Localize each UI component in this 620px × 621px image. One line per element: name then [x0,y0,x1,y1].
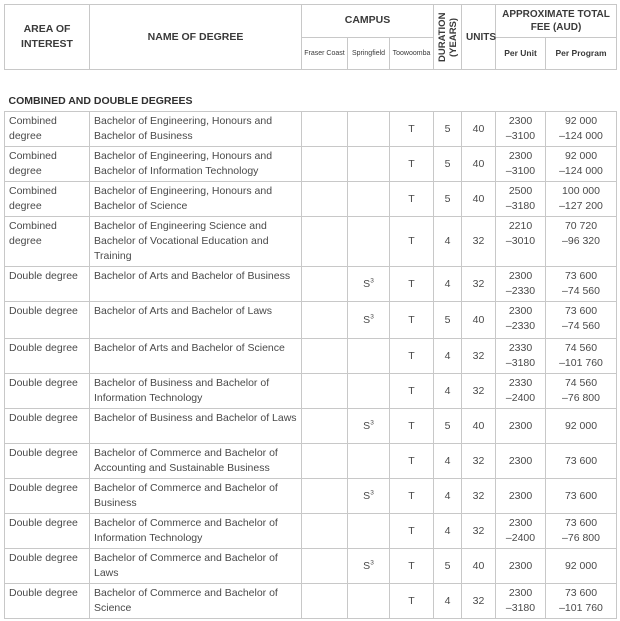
campus-fraser-coast-cell [302,217,348,267]
units-cell: 32 [462,444,496,479]
fee-per-program-cell: 73 600 –74 560 [546,267,617,302]
area-of-interest-cell: Double degree [5,584,90,619]
campus-springfield-footnote: 3 [370,313,374,320]
degree-name-cell: Bachelor of Engineering, Honours and Bachelor of Business [90,112,302,147]
table-row [5,584,617,619]
fee-per-unit-cell: 2500 –3180 [496,182,546,217]
fee-per-program-cell: 74 560 –76 800 [546,374,617,409]
table-row [5,267,617,302]
units-cell: 32 [462,374,496,409]
campus-springfield-cell [348,182,390,217]
table-row [5,514,617,549]
table-row [5,409,617,444]
area-of-interest-cell: Combined degree [5,112,90,147]
campus-springfield-cell [348,444,390,479]
campus-springfield-cell [348,147,390,182]
header-campus: CAMPUS [302,5,434,38]
campus-springfield-footnote: 3 [370,419,374,426]
campus-toowoomba-cell: T [390,217,434,267]
area-of-interest-cell: Double degree [5,549,90,584]
table-row [5,217,617,267]
area-of-interest-cell: Combined degree [5,147,90,182]
campus-springfield-cell [348,409,390,444]
fee-per-unit-cell: 2330 –3180 [496,339,546,374]
units-cell: 32 [462,217,496,267]
campus-springfield-cell [348,549,390,584]
campus-springfield-footnote: 3 [370,277,374,284]
section-title: COMBINED AND DOUBLE DEGREES [5,92,617,112]
duration-cell: 4 [434,339,462,374]
units-cell: 40 [462,302,496,339]
degree-name-cell: Bachelor of Commerce and Bachelor of Laws [90,549,302,584]
fee-per-unit-cell: 2300 –2330 [496,267,546,302]
campus-toowoomba-cell: T [390,112,434,147]
area-of-interest-cell: Double degree [5,374,90,409]
degree-name-cell: Bachelor of Commerce and Bachelor of Accounting and Sustainable Business [90,444,302,479]
campus-toowoomba-cell: T [390,514,434,549]
fee-per-unit-cell: 2300 [496,444,546,479]
fee-per-unit-cell: 2300 –2400 [496,514,546,549]
campus-fraser-coast-cell [302,267,348,302]
units-cell: 32 [462,479,496,514]
header-units: UNITS [462,5,496,70]
campus-springfield-code: S [363,419,371,432]
units-cell: 32 [462,267,496,302]
fee-per-unit-cell: 2300 –2330 [496,302,546,339]
duration-cell: 5 [434,549,462,584]
degree-name-cell: Bachelor of Business and Bachelor of Laws [90,409,302,444]
duration-cell: 4 [434,479,462,514]
campus-springfield-cell [348,339,390,374]
campus-fraser-coast-cell [302,112,348,147]
degree-name-cell: Bachelor of Engineering, Honours and Bachelor of Science [90,182,302,217]
degree-name-cell: Bachelor of Business and Bachelor of Information Technology [90,374,302,409]
campus-springfield-footnote: 3 [370,559,374,566]
units-cell: 40 [462,182,496,217]
area-of-interest-cell: Combined degree [5,182,90,217]
area-of-interest-cell: Double degree [5,409,90,444]
campus-toowoomba-cell: T [390,444,434,479]
units-cell: 40 [462,147,496,182]
units-cell: 40 [462,409,496,444]
campus-springfield-code: S [363,559,371,572]
campus-toowoomba-cell: T [390,549,434,584]
duration-cell: 4 [434,514,462,549]
campus-fraser-coast-cell [302,302,348,339]
units-cell: 32 [462,339,496,374]
table-row [5,302,617,339]
fee-per-unit-cell: 2300 –3180 [496,584,546,619]
area-of-interest-cell: Double degree [5,339,90,374]
fee-per-program-cell: 92 000 [546,409,617,444]
campus-springfield-code: S [363,313,371,326]
header-campus-springfield: Springfield [348,37,390,70]
header-fee-per-program: Per Program [546,37,617,70]
table-row [5,182,617,217]
area-of-interest-cell: Double degree [5,302,90,339]
units-cell: 40 [462,549,496,584]
campus-toowoomba-cell: T [390,267,434,302]
fee-per-unit-cell: 2300 [496,409,546,444]
campus-fraser-coast-cell [302,182,348,217]
degree-name-cell: Bachelor of Arts and Bachelor of Science [90,339,302,374]
header-approximate-total-fee: APPROXIMATE TOTAL FEE (AUD) [496,5,617,38]
table-header [5,5,617,70]
campus-springfield-footnote: 3 [370,489,374,496]
degree-fees-table [4,4,617,619]
fee-per-unit-cell: 2300 [496,479,546,514]
table-row [5,479,617,514]
campus-springfield-cell [348,302,390,339]
duration-cell: 5 [434,182,462,217]
degree-name-cell: Bachelor of Engineering Science and Bachelor of Vocational Education and Training [90,217,302,267]
header-duration: DURATION (YEARS) [434,5,462,70]
header-area-of-interest: AREA OF INTEREST [5,5,90,70]
degree-name-cell: Bachelor of Commerce and Bachelor of Business [90,479,302,514]
table-row [5,549,617,584]
table-row [5,339,617,374]
fee-per-unit-cell: 2210 –3010 [496,217,546,267]
table-row [5,374,617,409]
campus-toowoomba-cell: T [390,182,434,217]
campus-toowoomba-cell: T [390,374,434,409]
campus-springfield-cell [348,584,390,619]
area-of-interest-cell: Double degree [5,267,90,302]
fee-per-program-cell: 73 600 –76 800 [546,514,617,549]
campus-toowoomba-cell: T [390,339,434,374]
campus-toowoomba-cell: T [390,409,434,444]
campus-fraser-coast-cell [302,147,348,182]
fee-per-program-cell: 92 000 [546,549,617,584]
fee-per-unit-cell: 2300 [496,549,546,584]
campus-toowoomba-cell: T [390,479,434,514]
campus-springfield-cell [348,479,390,514]
duration-cell: 5 [434,302,462,339]
area-of-interest-cell: Combined degree [5,217,90,267]
campus-toowoomba-cell: T [390,302,434,339]
duration-cell: 4 [434,217,462,267]
fee-per-program-cell: 92 000 –124 000 [546,147,617,182]
header-campus-toowoomba: Toowoomba [390,37,434,70]
fee-per-unit-cell: 2300 –3100 [496,147,546,182]
area-of-interest-cell: Double degree [5,479,90,514]
fee-per-program-cell: 73 600 [546,444,617,479]
fee-per-program-cell: 73 600 –101 760 [546,584,617,619]
duration-cell: 5 [434,147,462,182]
duration-cell: 4 [434,584,462,619]
campus-toowoomba-cell: T [390,584,434,619]
table-row [5,147,617,182]
campus-fraser-coast-cell [302,409,348,444]
units-cell: 32 [462,514,496,549]
campus-springfield-cell [348,217,390,267]
area-of-interest-cell: Double degree [5,444,90,479]
campus-fraser-coast-cell [302,339,348,374]
fee-per-program-cell: 73 600 –74 560 [546,302,617,339]
degree-name-cell: Bachelor of Commerce and Bachelor of Information Technology [90,514,302,549]
degree-name-cell: Bachelor of Commerce and Bachelor of Science [90,584,302,619]
degree-name-cell: Bachelor of Arts and Bachelor of Laws [90,302,302,339]
duration-cell: 4 [434,267,462,302]
campus-fraser-coast-cell [302,549,348,584]
campus-fraser-coast-cell [302,374,348,409]
campus-fraser-coast-cell [302,479,348,514]
table-body [5,70,617,619]
units-cell: 40 [462,112,496,147]
fee-per-program-cell: 74 560 –101 760 [546,339,617,374]
fee-per-unit-cell: 2300 –3100 [496,112,546,147]
fee-per-program-cell: 73 600 [546,479,617,514]
duration-cell: 4 [434,374,462,409]
fee-per-unit-cell: 2330 –2400 [496,374,546,409]
header-campus-fraser-coast: Fraser Coast [302,37,348,70]
campus-springfield-cell [348,374,390,409]
campus-springfield-cell [348,112,390,147]
campus-springfield-code: S [363,277,371,290]
campus-springfield-cell [348,267,390,302]
fee-per-program-cell: 70 720 –96 320 [546,217,617,267]
header-name-of-degree: NAME OF DEGREE [90,5,302,70]
duration-cell: 4 [434,444,462,479]
table-row [5,444,617,479]
units-cell: 32 [462,584,496,619]
degree-name-cell: Bachelor of Engineering, Honours and Bachelor of Information Technology [90,147,302,182]
table-row [5,112,617,147]
fee-per-program-cell: 100 000 –127 200 [546,182,617,217]
campus-fraser-coast-cell [302,514,348,549]
fee-per-program-cell: 92 000 –124 000 [546,112,617,147]
campus-springfield-cell [348,514,390,549]
area-of-interest-cell: Double degree [5,514,90,549]
header-fee-per-unit: Per Unit [496,37,546,70]
duration-cell: 5 [434,409,462,444]
campus-fraser-coast-cell [302,584,348,619]
degree-name-cell: Bachelor of Arts and Bachelor of Business [90,267,302,302]
campus-springfield-code: S [363,489,371,502]
campus-fraser-coast-cell [302,444,348,479]
campus-toowoomba-cell: T [390,147,434,182]
duration-cell: 5 [434,112,462,147]
